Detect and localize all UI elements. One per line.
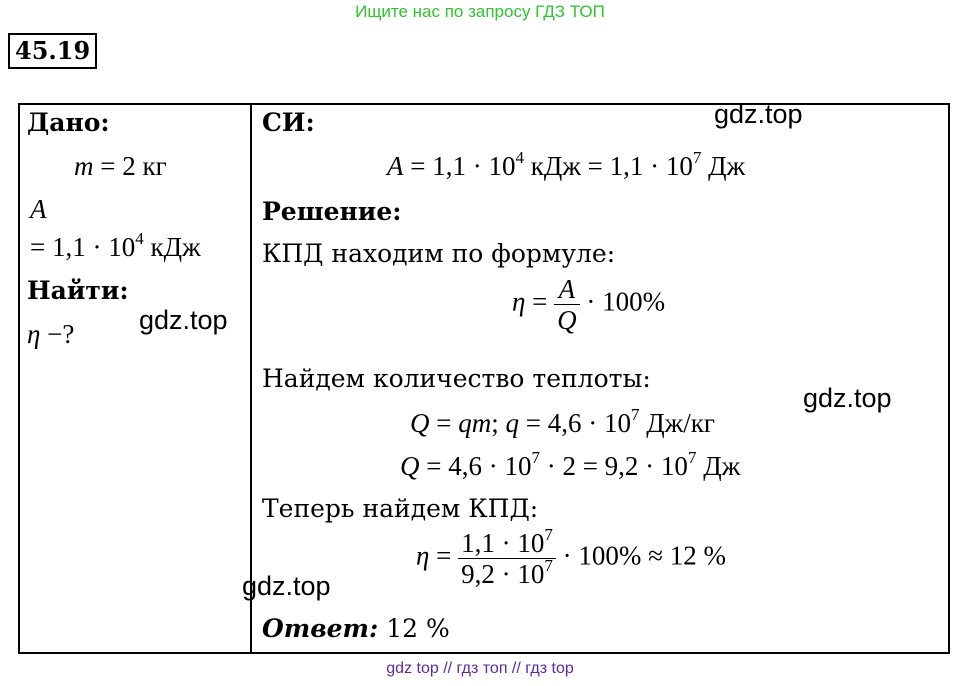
si-conversion: $A = 1,1 \cdot 10^4$ кДж = $1,1 \cdot 10^7$ Дж <box>387 148 746 181</box>
watermark: gdz.top <box>139 305 228 335</box>
watermark: gdz.top <box>714 99 803 129</box>
formula-efficiency-value: η = $\frac{1,1 \cdot 10^7}{9,2 \cdot 10^7}$ · 100% ≈ 12 % <box>416 525 726 589</box>
footer-text: gdz top // гдз топ // гдз top <box>386 660 574 677</box>
fraction-work-over-heat: $\frac{1,1 \cdot 10^7}{9,2 \cdot 10^7}$ <box>458 528 556 589</box>
given-work-value: = $1,1 \cdot 10^4$ кДж <box>30 229 201 262</box>
task-number: 45.19 <box>8 33 97 69</box>
watermark: gdz.top <box>803 383 892 413</box>
watermark: gdz.top <box>242 571 331 601</box>
formula-efficiency: η = $\frac{A}{Q}$ · 100% <box>512 274 666 335</box>
given-work-var: A <box>30 194 47 224</box>
formula-heat: Q = qm; $q = 4,6 \cdot 10^7$ Дж/кг <box>410 405 715 438</box>
fraction-A-over-Q: $\frac{A}{Q}$ <box>554 274 580 335</box>
solution-text-2: Найдем количество теплоты: <box>262 364 651 393</box>
find-efficiency: η −? <box>27 319 75 349</box>
top-banner: Ищите нас по запросу ГДЗ ТОП <box>355 2 605 21</box>
given-title: Дано: <box>27 108 110 137</box>
si-title: СИ: <box>262 108 315 137</box>
given-mass: m = 2 кг <box>74 151 167 181</box>
solution-title: Решение: <box>262 197 402 226</box>
solution-text-1: КПД находим по формуле: <box>262 239 616 268</box>
answer: Ответ: 12 % <box>262 614 450 643</box>
solution-text-3: Теперь найдем КПД: <box>262 494 539 523</box>
formula-heat-value: $Q = 4,6 \cdot 10^7 \cdot 2 = 9,2 \cdot 10^7$ Дж <box>400 448 741 481</box>
find-title: Найти: <box>27 276 129 305</box>
